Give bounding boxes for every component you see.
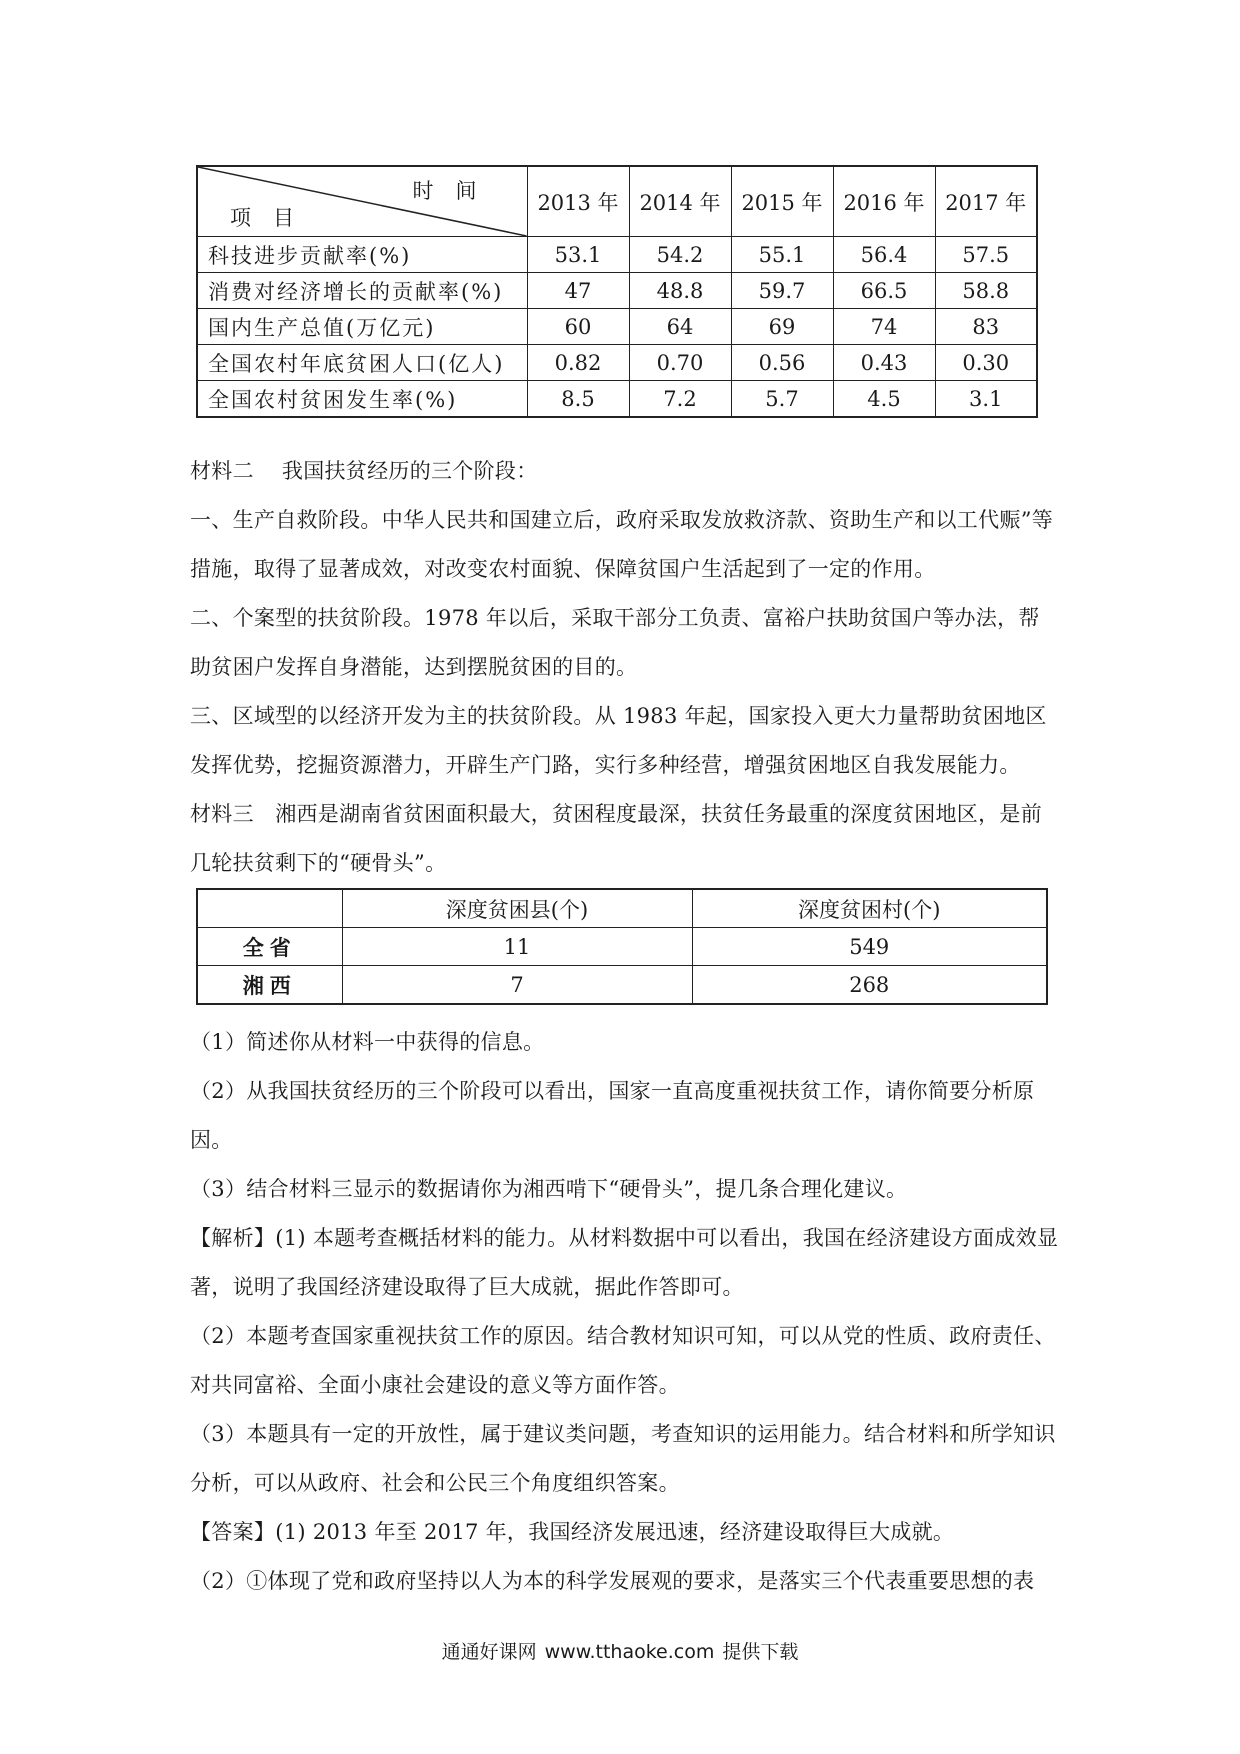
- table-row: [197, 345, 1037, 381]
- table-header: 深度贫困县(个): [342, 889, 692, 928]
- material2-stage3: 三、区域型的以经济开发为主的扶贫阶段。从 1983 年起，国家投入更大力量帮助贫困地区发挥优势，挖掘资源潜力，开辟生产门路，实行多种经营，增强贫困地区自我发展能力。: [190, 704, 1047, 777]
- table-row: [197, 237, 1037, 273]
- row-label: 湘西: [197, 966, 342, 1005]
- table-row: [197, 381, 1037, 418]
- table-cell: 83: [935, 309, 1037, 345]
- table-cell: 549: [692, 928, 1047, 966]
- analysis-3: （3）本题具有一定的开放性，属于建议类问题，考查知识的运用能力。结合材料和所学知识分析，可以从政府、社会和公民三个角度组织答案。: [190, 1422, 1056, 1495]
- answer-1: 【答案】(1) 2013 年至 2017 年，我国经济发展迅速，经济建设取得巨大成就。: [190, 1520, 955, 1544]
- footer-url[interactable]: www.tthaoke.com: [544, 1641, 715, 1663]
- table-cell: 8.5: [527, 381, 629, 418]
- row-label: 全国农村年底贫困人口(亿人): [197, 345, 527, 381]
- table-row: [197, 928, 1047, 966]
- table-cell: 0.56: [731, 345, 833, 381]
- page-footer: [0, 1637, 1240, 1664]
- table-cell: 0.43: [833, 345, 935, 381]
- footer-site-name: 通通好课网: [441, 1641, 537, 1663]
- table-cell: 55.1: [731, 237, 833, 273]
- table-cell: 59.7: [731, 273, 833, 309]
- row-label: 消费对经济增长的贡献率(%): [197, 273, 527, 309]
- table-cell: 64: [629, 309, 731, 345]
- question-2: （2）从我国扶贫经历的三个阶段可以看出，国家一直高度重视扶贫工作，请你简要分析原因。: [190, 1079, 1035, 1152]
- header-time-label: 时间: [412, 179, 499, 203]
- table-row: [197, 966, 1047, 1005]
- material2-stage1: 一、生产自救阶段。中华人民共和国建立后，政府采取发放救济款、资助生产和以工代赈”等措施，取得了显著成效，对改变农村面貌、保障贫国户生活起到了一定的作用。: [190, 508, 1054, 581]
- table-cell: 48.8: [629, 273, 731, 309]
- table-header-row: [197, 166, 1037, 237]
- table-header: 深度贫困村(个): [692, 889, 1047, 928]
- table-row: [197, 309, 1037, 345]
- year-header: 2013 年: [527, 166, 629, 237]
- row-label: 科技进步贡献率(%): [197, 237, 527, 273]
- table-header: [197, 889, 342, 928]
- year-header: 2014 年: [629, 166, 731, 237]
- table-cell: 268: [692, 966, 1047, 1005]
- footer-suffix: 提供下载: [722, 1641, 799, 1663]
- table-row: [197, 273, 1037, 309]
- table-cell: 7: [342, 966, 692, 1005]
- year-header: 2016 年: [833, 166, 935, 237]
- table-cell: 0.30: [935, 345, 1037, 381]
- table-cell: 4.5: [833, 381, 935, 418]
- table-cell: 0.82: [527, 345, 629, 381]
- table-cell: 3.1: [935, 381, 1037, 418]
- table-cell: 5.7: [731, 381, 833, 418]
- row-label: 国内生产总值(万亿元): [197, 309, 527, 345]
- diagonal-header-cell: [197, 166, 527, 237]
- table-cell: 69: [731, 309, 833, 345]
- question-3: （3）结合材料三显示的数据请你为湘西啃下“硬骨头”，提几条合理化建议。: [190, 1177, 908, 1201]
- year-header: 2015 年: [731, 166, 833, 237]
- table-cell: 53.1: [527, 237, 629, 273]
- row-label: 全省: [197, 928, 342, 966]
- table-cell: 60: [527, 309, 629, 345]
- table-cell: 11: [342, 928, 692, 966]
- table-cell: 58.8: [935, 273, 1037, 309]
- analysis-1: 【解析】(1) 本题考查概括材料的能力。从材料数据中可以看出，我国在经济建设方面成效显著，说明了我国经济建设取得了巨大成就，据此作答即可。: [190, 1226, 1059, 1299]
- table-cell: 66.5: [833, 273, 935, 309]
- table-cell: 56.4: [833, 237, 935, 273]
- table-header-row: [197, 889, 1047, 928]
- table-cell: 54.2: [629, 237, 731, 273]
- table-cell: 0.70: [629, 345, 731, 381]
- material2-heading: [190, 447, 1060, 496]
- table-cell: 57.5: [935, 237, 1037, 273]
- material2-stage2: 二、个案型的扶贫阶段。1978 年以后，采取干部分工负责、富裕户扶助贫国户等办法，帮助贫困户发挥自身潜能，达到摆脱贫困的目的。: [190, 606, 1040, 679]
- year-header: 2017 年: [935, 166, 1037, 237]
- table-cell: 47: [527, 273, 629, 309]
- header-item-label: 项目: [230, 206, 316, 230]
- table-cell: 74: [833, 309, 935, 345]
- row-label: 全国农村贫困发生率(%): [197, 381, 527, 418]
- poverty-table: [196, 888, 1048, 1005]
- answer-2: （2）①体现了党和政府坚持以人为本的科学发展观的要求，是落实三个代表重要思想的表: [190, 1569, 1035, 1593]
- question-1: （1）简述你从材料一中获得的信息。: [190, 1030, 545, 1054]
- statistics-table: [196, 165, 1038, 418]
- material3-text: 材料三 湘西是湖南省贫困面积最大，贫困程度最深，扶贫任务最重的深度贫困地区，是前几轮扶贫剩下的“硬骨头”。: [190, 802, 1042, 875]
- table-cell: 7.2: [629, 381, 731, 418]
- material2-title: 材料二: [190, 459, 254, 483]
- analysis-2: （2）本题考查国家重视扶贫工作的原因。结合教材知识可知，可以从党的性质、政府责任、对共同富裕、全面小康社会建设的意义等方面作答。: [190, 1324, 1056, 1397]
- material2-subtitle: 我国扶贫经历的三个阶段：: [281, 459, 538, 483]
